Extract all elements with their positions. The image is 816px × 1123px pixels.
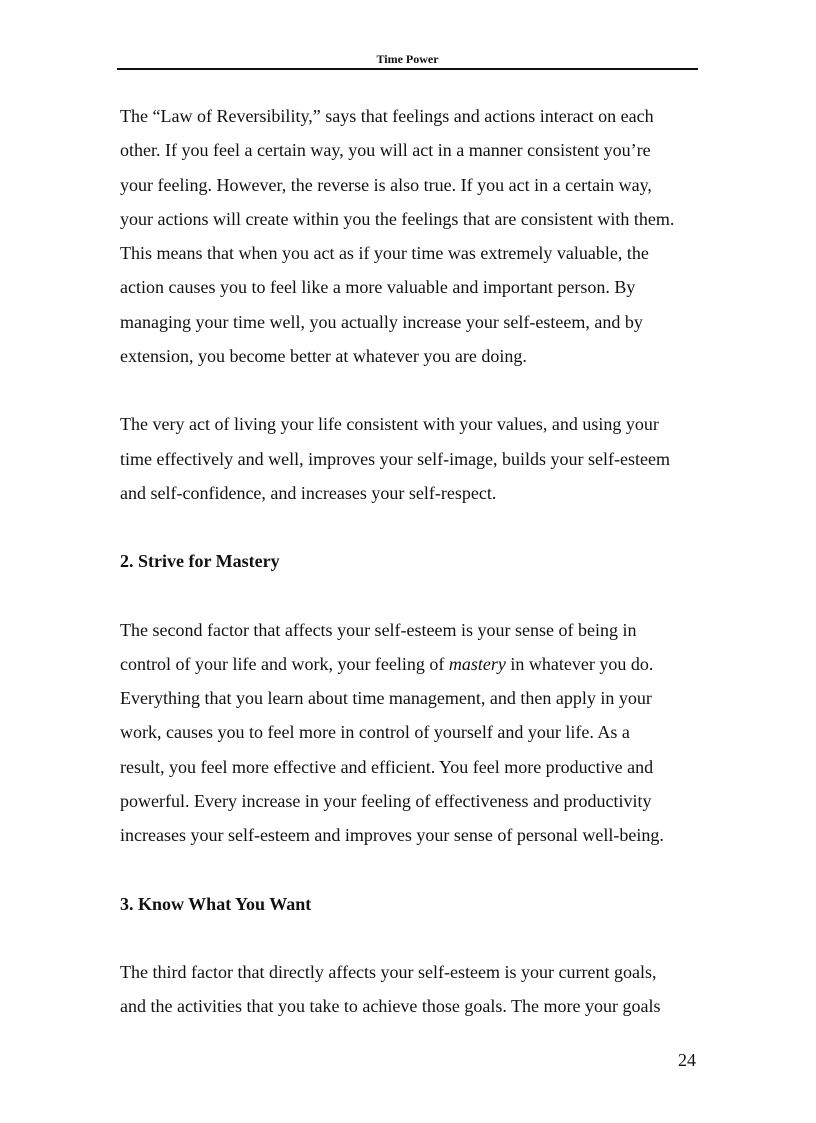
text-line: The “Law of Reversibility,” says that feelings and actions interact on each	[120, 106, 654, 126]
section-heading-strive-for-mastery: 2. Strive for Mastery	[120, 551, 280, 572]
text-line: increases your self-esteem and improves your sense of personal well-being.	[120, 825, 664, 846]
text-line: The very act of living your life consistent with your values, and using your	[120, 414, 659, 435]
text-line: other. If you feel a certain way, you will act in a manner consistent you’re	[120, 140, 651, 161]
page-number: 24	[678, 1050, 696, 1070]
text-line: time effectively and well, improves your self-image, builds your self-esteem	[120, 448, 671, 469]
text-line	[120, 647, 698, 681]
paragraph-second-factor	[120, 613, 698, 853]
page-body	[120, 99, 698, 1058]
text-segment: in whatever you do.	[505, 653, 654, 674]
paragraph-third-factor	[120, 955, 698, 1024]
text-line: action causes you to feel like a more valuable and important person. By	[120, 277, 636, 298]
text-line: managing your time well, you actually increase your self-esteem, and by	[120, 311, 643, 332]
header-rule	[117, 68, 698, 70]
paragraph-law-of-reversibility	[120, 99, 698, 373]
text-segment: control of your life and work, your feeling of	[120, 653, 449, 674]
running-header: Time Power	[376, 52, 439, 66]
text-line: The third factor that directly affects your self-esteem is your current goals,	[120, 961, 657, 982]
text-line: and the activities that you take to achieve those goals. The more your goals	[120, 996, 661, 1017]
text-line: This means that when you act as if your time was extremely valuable, the	[120, 243, 649, 264]
text-line: Everything that you learn about time management, and then apply in your	[120, 688, 652, 709]
text-line: your actions will create within you the feelings that are consistent with them.	[120, 208, 675, 229]
emphasis-mastery: mastery	[448, 653, 506, 674]
text-line: and self-confidence, and increases your self-respect.	[120, 482, 497, 503]
text-line: powerful. Every increase in your feeling of effectiveness and productivity	[120, 791, 652, 812]
text-line: work, causes you to feel more in control of yourself and your life. As a	[120, 722, 630, 743]
text-line: The second factor that affects your self-esteem is your sense of being in	[120, 619, 637, 640]
paragraph-living-consistent	[120, 407, 698, 510]
text-line: result, you feel more effective and efficient. You feel more productive and	[120, 756, 654, 777]
text-line: your feeling. However, the reverse is also true. If you act in a certain way,	[120, 174, 652, 195]
section-heading-know-what-you-want: 3. Know What You Want	[120, 893, 312, 914]
text-line: extension, you become better at whatever you are doing.	[120, 346, 527, 367]
